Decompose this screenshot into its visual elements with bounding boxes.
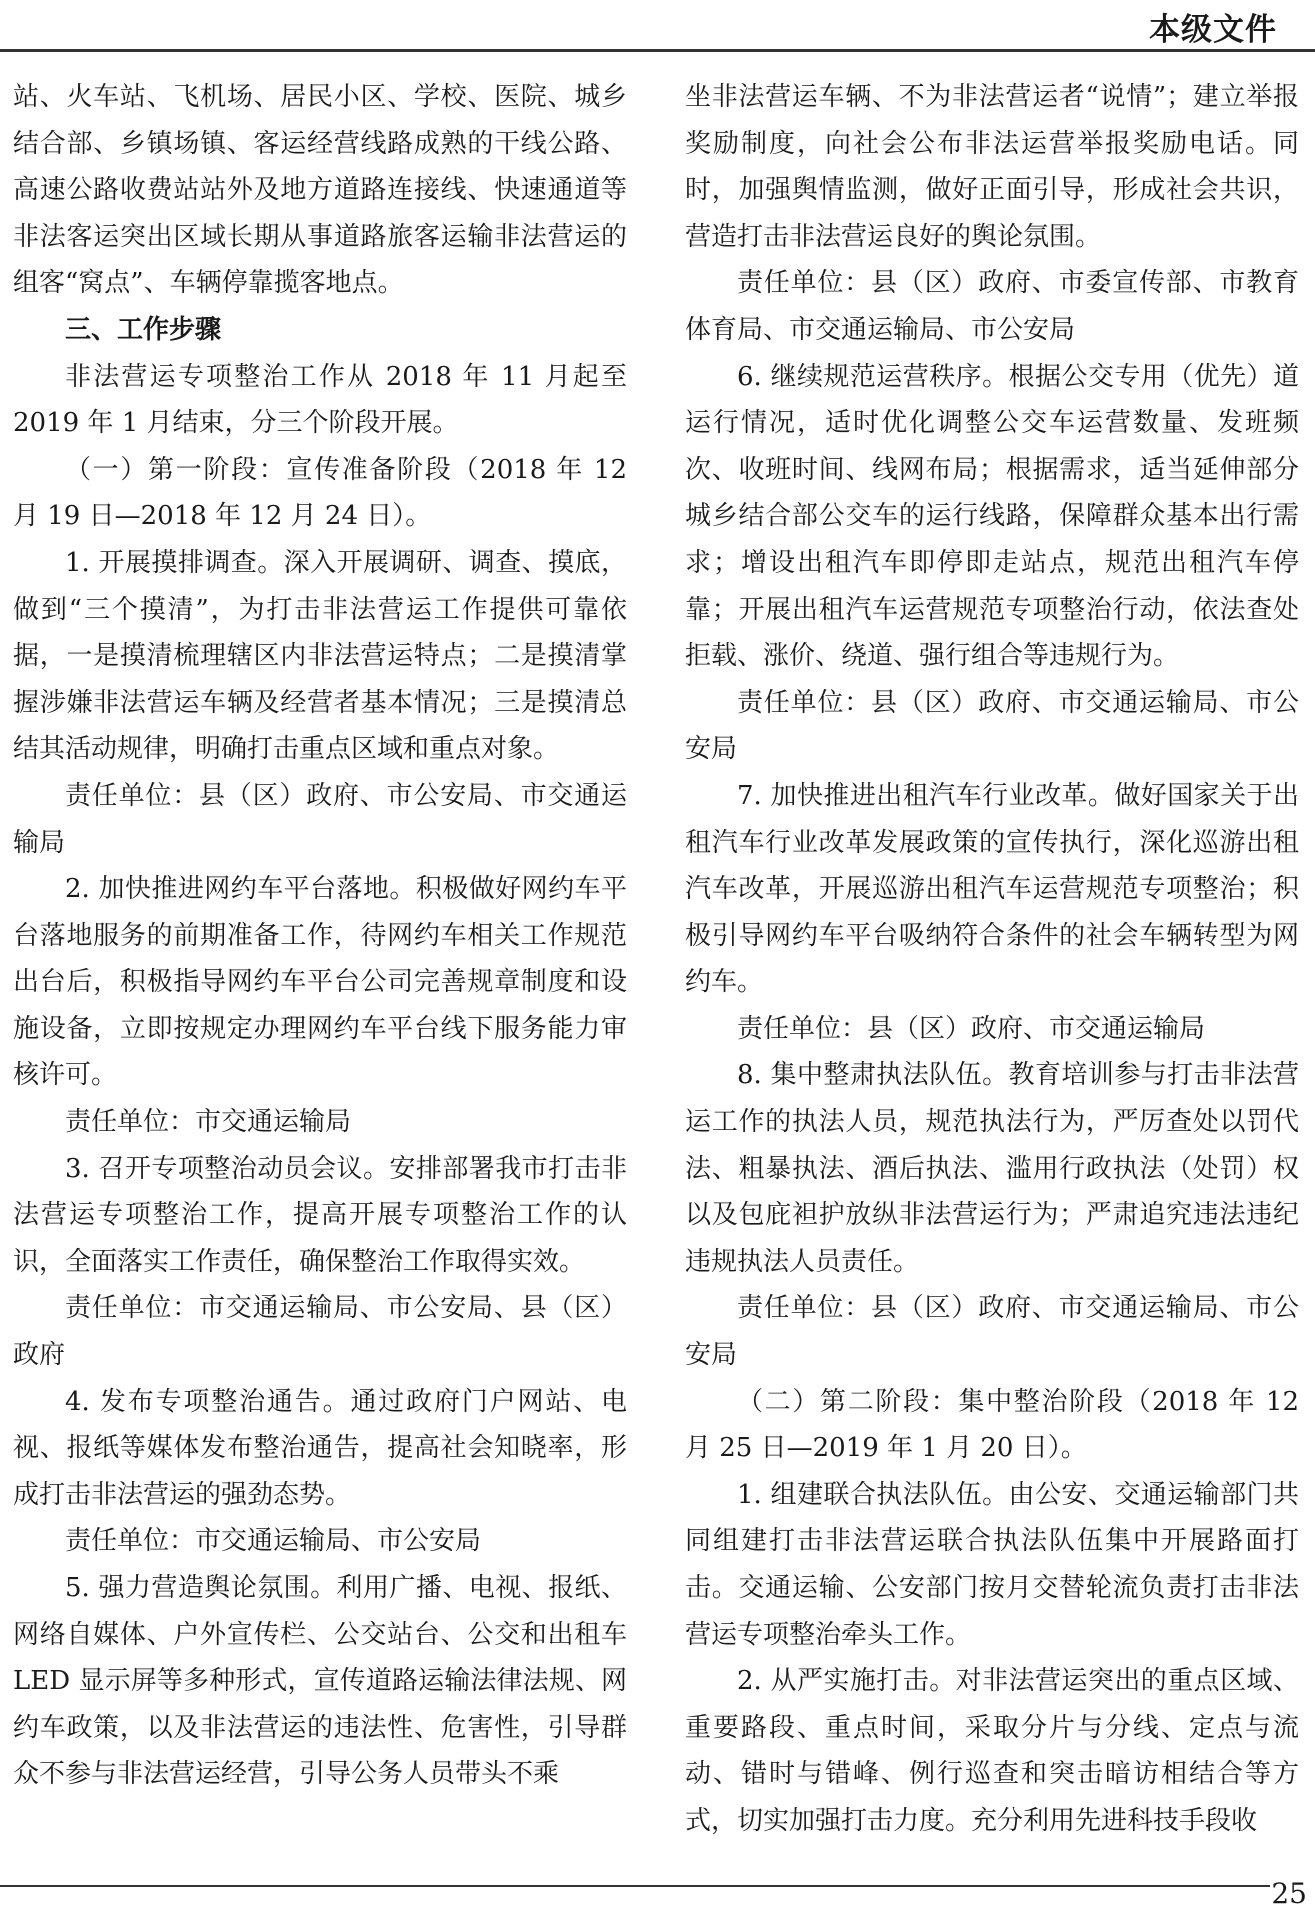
right-text-column xyxy=(685,74,1299,1845)
paragraph: 1. 组建联合执法队伍。由公安、交通运输部门共同组建打击非法营运联合执法队伍集中开展路面打击。交通运输、公安部门按月交替轮流负责打击非法营运专项整治牵头工作。 xyxy=(685,1479,1299,1650)
page-number: 25 xyxy=(1271,1877,1307,1910)
paragraph: 7. 加快推进出租汽车行业改革。做好国家关于出租汽车行业改革发展政策的宣传执行，深化巡游出租汽车改革，开展巡游出租汽车运营规范专项整治；积极引导网约车平台吸纳符合条件的社会车辆转型为网约车。 xyxy=(685,780,1299,998)
paragraph: 2. 加快推进网约车平台落地。积极做好网约车平台落地服务的前期准备工作，待网约车相关工作规范出台后，积极指导网约车平台公司完善规章制度和设施设备，立即按规定办理网约车平台线下服务能力审核许可。 xyxy=(13,874,627,1091)
responsible-units: 责任单位：县（区）政府、市委宣传部、市教育体育局、市交通运输局、市公安局 xyxy=(685,268,1299,345)
paragraph: 1. 开展摸排调查。深入开展调研、调查、摸底，做到“三个摸清”，为打击非法营运工作提供可靠依据，一是摸清梳理辖区内非法营运特点；二是摸清掌握涉嫌非法营运车辆及经营者基本情况；三是摸清总结其活动规律，明确打击重点区域和重点对象。 xyxy=(13,547,627,765)
paragraph: 站、火车站、飞机场、居民小区、学校、医院、城乡结合部、乡镇场镇、客运经营线路成熟的干线公路、高速公路收费站站外及地方道路连接线、快速通道等非法客运突出区域长期从事道路旅客运输非法营运的组客“窝点”、车辆停靠揽客地点。 xyxy=(13,82,627,299)
paragraph: 4. 发布专项整治通告。通过政府门户网站、电视、报纸等媒体发布整治通告，提高社会知晓率，形成打击非法营运的强劲态势。 xyxy=(13,1386,627,1510)
responsible-units: 责任单位：县（区）政府、市交通运输局 xyxy=(737,1013,1206,1044)
responsible-units: 责任单位：市交通运输局 xyxy=(65,1107,352,1138)
paragraph: 坐非法营运车辆、不为非法营运者“说情”；建立举报奖励制度，向社会公布非法运营举报奖励电话。同时，加强舆情监测，做好正面引导，形成社会共识，营造打击非法营运良好的舆论氛围。 xyxy=(685,82,1299,252)
left-text-column xyxy=(13,74,627,1798)
responsible-units: 责任单位：县（区）政府、市交通运输局、市公安局 xyxy=(685,687,1299,765)
paragraph: 非法营运专项整治工作从 2018 年 11 月起至 2019 年 1 月结束，分三个阶段开展。 xyxy=(13,361,627,439)
paragraph: 8. 集中整肃执法队伍。教育培训参与打击非法营运工作的执法人员，规范执法行为，严厉查处以罚代法、粗暴执法、酒后执法、滥用行政执法（处罚）权以及包庇袒护放纵非法营运行为；严肃追究违法违纪违规执法人员责任。 xyxy=(685,1060,1299,1277)
responsible-units: 责任单位：市交通运输局、市公安局、县（区）政府 xyxy=(13,1293,627,1371)
stage-heading: （一）第一阶段：宣传准备阶段（2018 年 12 月 19 日—2018 年 12 月 24 日）。 xyxy=(13,454,627,532)
paragraph: 2. 从严实施打击。对非法营运突出的重点区域、重要路段、重点时间，采取分片与分线、定点与流动、错时与错峰、例行巡查和突击暗访相结合等方式，切实加强打击力度。充分利用先进科技手段收 xyxy=(685,1666,1299,1836)
responsible-units: 责任单位：县（区）政府、市交通运输局、市公安局 xyxy=(685,1293,1299,1371)
footer-divider xyxy=(0,1885,1270,1887)
running-header-title: 本级文件 xyxy=(1149,12,1277,48)
stage-heading: （二）第二阶段：集中整治阶段（2018 年 12 月 25 日—2019 年 1 月 20 日）。 xyxy=(685,1386,1299,1464)
paragraph: 6. 继续规范运营秩序。根据公交专用（优先）道运行情况，适时优化调整公交车运营数量、发班频次、收班时间、线网布局；根据需求，适当延伸部分城乡结合部公交车的运行线路，保障群众基本出行需求；增设出租汽车即停即走站点，规范出租汽车停靠；开展出租汽车运营规范专项整治行动，依法查处拒载、涨价、绕道、强行组合等违规行为。 xyxy=(685,361,1299,672)
header-divider xyxy=(0,49,1315,52)
section-heading: 三、工作步骤 xyxy=(65,314,222,345)
paragraph: 3. 召开专项整治动员会议。安排部署我市打击非法营运专项整治工作，提高开展专项整治工作的认识，全面落实工作责任，确保整治工作取得实效。 xyxy=(13,1153,627,1277)
responsible-units: 责任单位：市交通运输局、市公安局 xyxy=(65,1526,482,1557)
paragraph: 5. 强力营造舆论氛围。利用广播、电视、报纸、网络自媒体、户外宣传栏、公交站台、公交和出租车 LED 显示屏等多种形式，宣传道路运输法律法规、网约车政策，以及非法营运的违法性、危害性，引导群众不参与非法营运经营，引导公务人员带头不乘 xyxy=(13,1573,627,1790)
responsible-units: 责任单位：县（区）政府、市公安局、市交通运输局 xyxy=(13,780,627,858)
